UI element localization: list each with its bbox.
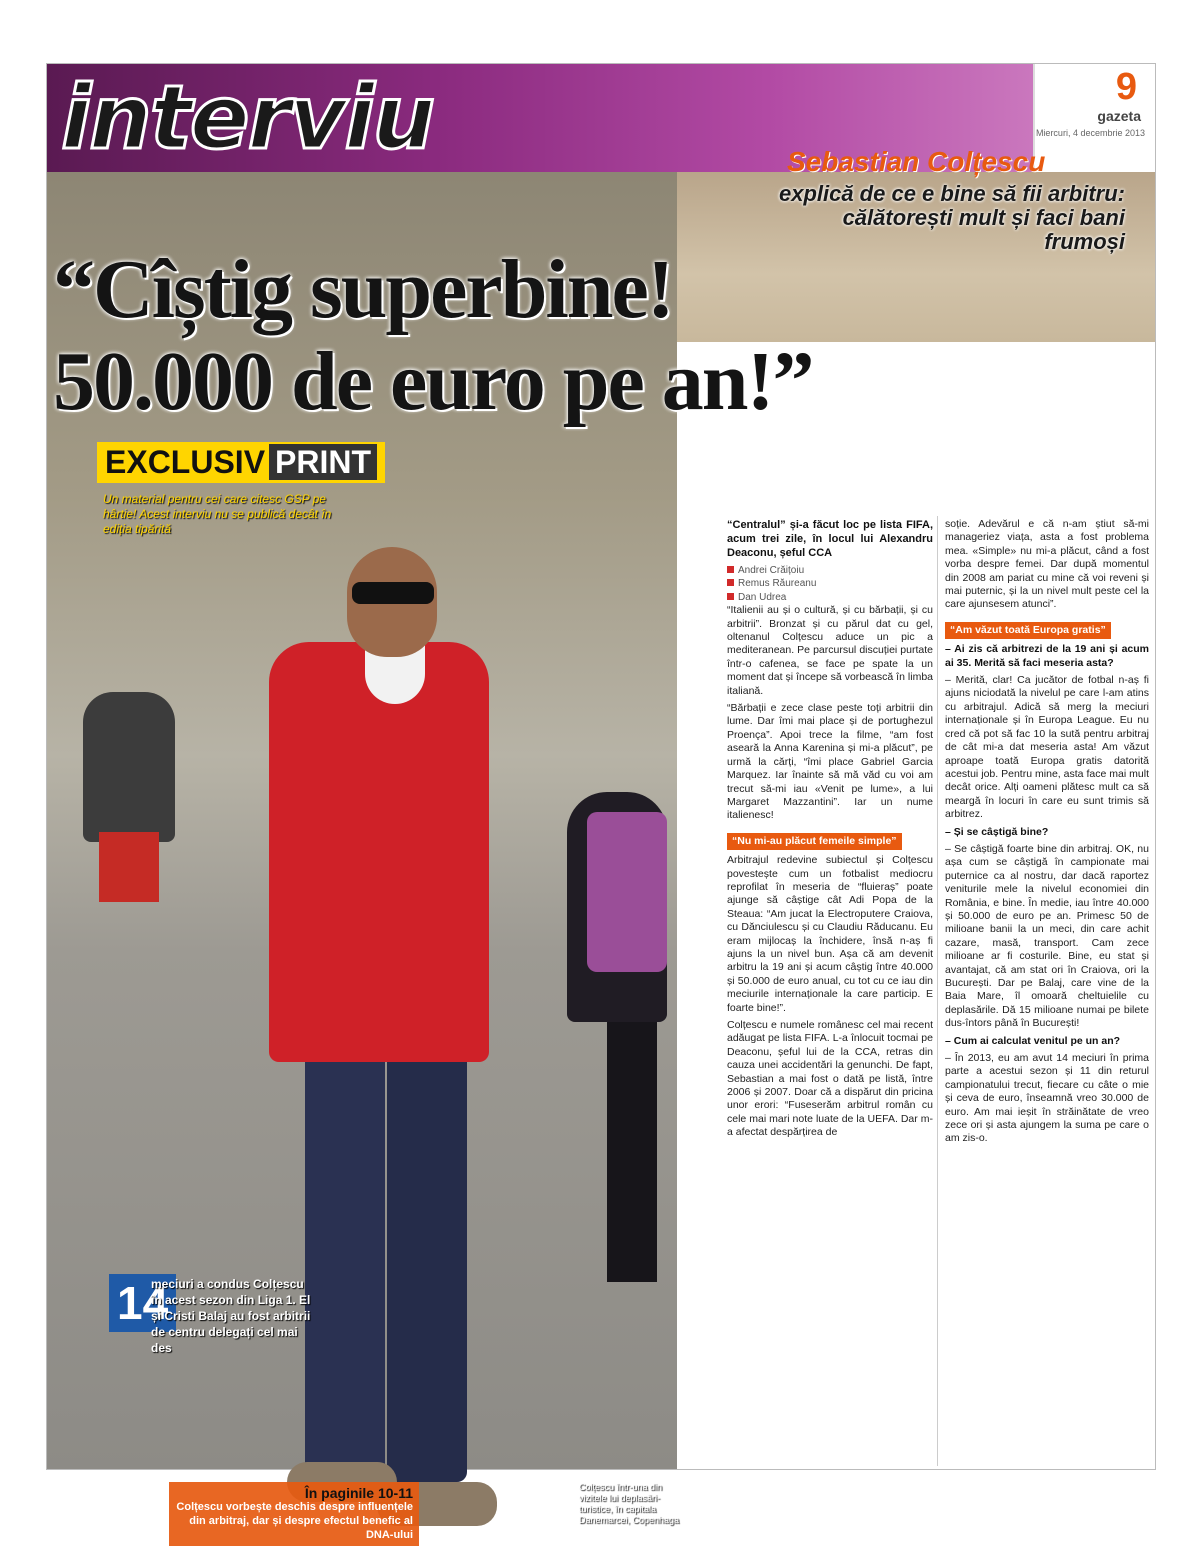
interview-answer: – În 2013, eu am avut 14 meciuri în prima parte a acestui sezon și 11 din returul campionatului trecut, fiecare cu câte o mie și ceva de euro, înseamnă vreo 30.000 de euro. Am mai ieșit în străinătate de vreo zece ori și asta ajungem la suma pe care o am zis-o. bbox=[945, 1052, 1149, 1145]
exclusive-badge bbox=[97, 442, 385, 483]
interview-answer: – Se câștigă foarte bine din arbitraj. OK, nu așa cum se câștigă în campionate mai puternice ca al nostru, dar dacă raportez veniturile mele la nivelul economiei din România, e bine. În medie, iau între 40.000 și 50.000 de euro pe an. Primesc 50 de milioane banii la un meci, din care achit cazare, masă, transport. Cam zece milioane ar fi costurile. Bine, eu stat și avantajat, că am stat ori în Craiova, ori la București. Dar pe Balaj, care vine de la Baia Mare, îl omoară cheltuielile cu deplasările. Dă 15 milioane numai pe bilete dus-întors până în București! bbox=[945, 842, 1149, 1030]
headline-line-1: “Cîștig superbine! bbox=[53, 243, 673, 336]
section-title: interviu bbox=[61, 66, 434, 169]
kicker-name: Sebastian Colțescu bbox=[787, 146, 1046, 177]
background-person-legs bbox=[99, 832, 159, 902]
issue-date: Miercuri, 4 decembrie 2013 bbox=[1035, 128, 1145, 138]
article-column-1 bbox=[727, 518, 933, 1144]
background-woman-legs bbox=[607, 1022, 657, 1282]
column-divider bbox=[937, 516, 938, 1466]
interview-question: – Cum ai calculat venitul pe un an? bbox=[945, 1034, 1121, 1047]
article-paragraph: “Bărbații e zece clase peste toți arbitrii din lume. Dar îmi mai place și de portughezul Proença”. Apoi trece la filme, “am fost aseară la Anna Karenina și mi-a plăcut”, pe urmă la cărți, “îmi place Gabriel Garcia Marquez. Iar înainte să mă văd cu voi am trecut să-mi iau «Venit pe lume», a lui Margaret Mazzantini”. Iar un nume italienesc! bbox=[727, 702, 933, 822]
subject-sunglasses bbox=[352, 582, 434, 604]
kicker-text: explică de ce e bine să fii arbitru: călătorești mult și faci bani frumoși bbox=[778, 181, 1125, 254]
interview-answer: – Merită, clar! Ca jucător de fotbal n-aș fi ajuns niciodată la nivelul pe care l-am atins cu arbitrajul. Adică să merg la meciuri internaționale și în Europa League. Eu nu cred că pot să fac 10 la sută pentru arbitraj de cât mi-a dat meseria asta! Am văzut aproape toată Europa gratis datorită acestui job. Pentru mine, asta face mai mult decât orice. Alți oameni plătesc mult ca să meargă în locuri în care eu sunt trimis să arbitrez. bbox=[945, 674, 1149, 821]
subject-left-leg bbox=[305, 1052, 385, 1482]
article-paragraph: Colțescu e numele românesc cel mai recent adăugat pe lista FIFA. L-a înlocuit tocmai pe Deaconu, șeful lui de la CCA, retras din cauza unei accidentări la genunchi. De fapt, Sebastian a mai fost o dată pe listă, între 2006 și 2007. Doar că a dispărut din pricina unor erori: “Fuseserăm arbitrul român cu cele mai mari note luate de la UEFA. Dar m-a afectat despărțirea de bbox=[727, 1019, 933, 1139]
interview-question: – Ai zis că arbitrezi de la 19 ani și acum ai 35. Merită să faci meseria asta? bbox=[945, 643, 1149, 669]
teaser-box bbox=[169, 1482, 419, 1546]
stat-number: 14 bbox=[109, 1274, 176, 1332]
subject-right-leg bbox=[387, 1052, 467, 1482]
author-3: Dan Udrea bbox=[727, 591, 933, 604]
teaser-text: Colțescu vorbește deschis despre influențele din arbitraj, dar și despre efectul benefic al DNA-ului bbox=[176, 1501, 413, 1541]
subheading: “Nu mi-au plăcut femeile simple” bbox=[727, 833, 902, 850]
newspaper-page bbox=[46, 63, 1156, 1541]
stat-text: meciuri a condus Colțescu în acest sezon din Liga 1. El și Cristi Balaj au fost arbitrii de centru delegați cel mai des bbox=[151, 1277, 311, 1355]
article-paragraph: “Italienii au și o cultură, și cu bărbații, și cu arbitrii”. Bronzat și cu părul dat cu gel, oltenanul Colțescu aduce un pic a mediteranean. Pe parcursul discuției purtate într-o cafenea, se face pe spate la un moment dat și începe să vorbească în limba italiană. bbox=[727, 604, 933, 697]
badge-label: EXCLUSIV bbox=[105, 444, 266, 480]
headline bbox=[53, 244, 1153, 428]
badge-label-print: PRINT bbox=[269, 444, 377, 480]
article-column-2 bbox=[945, 518, 1149, 1150]
subject-red-jacket bbox=[269, 642, 489, 1062]
headline-line-2: 50.000 de euro pe an!” bbox=[53, 335, 813, 428]
masthead: gazeta bbox=[1097, 108, 1141, 124]
subheading: “Am văzut toată Europa gratis” bbox=[945, 622, 1111, 639]
photo-caption: Colțescu într-una din vizitele lui deplasări-turistice, în capitala Danemarcei, Copenhaga bbox=[579, 1482, 680, 1525]
badge-text: Un material pentru cei care citesc GSP pe hârtie! Acest interviu nu se publică decât în ediția tipărită bbox=[103, 492, 332, 536]
article-intro: “Centralul” și-a făcut loc pe lista FIFA, acum trei zile, în locul lui Alexandru Deaconu, șeful CCA bbox=[727, 519, 933, 559]
background-person bbox=[83, 692, 175, 842]
teaser-title: În paginile 10-11 bbox=[304, 1485, 413, 1501]
author-1: Andrei Crăițoiu bbox=[727, 564, 933, 577]
background-woman-scarf bbox=[587, 812, 667, 972]
author-2: Remus Răureanu bbox=[727, 577, 933, 590]
page-number: 9 bbox=[1115, 66, 1137, 108]
page-info-box bbox=[1033, 64, 1155, 172]
article-paragraph: soție. Adevărul e că n-am știut să-mi manageriez viața, asta a fost problema mea. «Simple» nu mi-a plăcut, când a fost vorba despre femei. Dar după momentul din 2008 am pariat cu mine că voi reveni și mai puternic, și la un nivel mult peste cel la care ajunsesem atunci”. bbox=[945, 518, 1149, 611]
interview-question: – Și se câștigă bine? bbox=[945, 825, 1049, 838]
article-paragraph: Arbitrajul redevine subiectul și Colțescu povestește cum un fotbalist mediocru reprofilat în meseria de “fluieraș” poate ajunge să câștige cât Adi Popa de la Steaua: “Am jucat la Electroputere Craiova, cu Dănciulescu și cu Claudiu Răducanu. Eu eram mijlocaș la închidere, însă n-aș fi ajuns la un nivel bun. Așa că am devenit arbitru la 19 ani și acum câștig între 40.000 și 50.000 de euro anual, cu tot cu ce iau din meciurile internaționale la care particip. E foarte bine!”. bbox=[727, 854, 933, 1014]
